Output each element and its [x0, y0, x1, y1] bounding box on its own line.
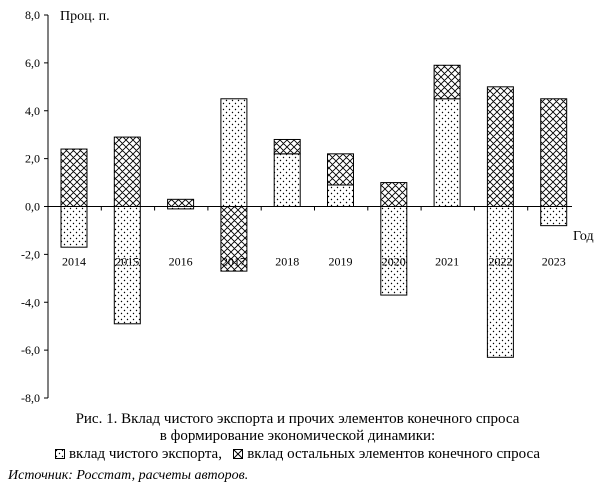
- y-tick-label: 4,0: [25, 103, 40, 118]
- x-tick-label-2015: 2015: [115, 254, 140, 269]
- x-axis-label: Год: [573, 229, 594, 244]
- bar-other-demand-2022: [487, 87, 513, 207]
- bar-other-demand-2016: [168, 199, 194, 206]
- bar-net-export-2017: [221, 99, 247, 207]
- y-tick-label: -8,0: [21, 391, 40, 405]
- y-tick-label: 6,0: [25, 55, 40, 70]
- y-axis-label: Проц. п.: [60, 9, 110, 24]
- legend-separator: ,: [218, 446, 222, 462]
- y-tick-label: 8,0: [25, 8, 40, 22]
- x-tick-label-2022: 2022: [488, 254, 513, 269]
- legend-item-net-export: [55, 446, 222, 462]
- bar-other-demand-2015: [114, 137, 140, 206]
- x-tick-label-2018: 2018: [275, 254, 300, 269]
- bar-net-export-2021: [434, 99, 460, 207]
- figure-caption-line-1: Рис. 1. Вклад чистого экспорта и прочих элементов конечного спроса: [75, 411, 520, 427]
- dots-swatch-icon: [55, 449, 65, 459]
- y-tick-label: -2,0: [21, 247, 40, 262]
- x-tick-label-2016: 2016: [168, 254, 193, 269]
- bar-net-export-2018: [274, 154, 300, 207]
- y-tick-label: 0,0: [25, 199, 40, 214]
- y-tick-label: -4,0: [21, 295, 40, 310]
- x-tick-label-2020: 2020: [381, 254, 406, 269]
- x-tick-label-2023: 2023: [541, 254, 566, 269]
- bar-net-export-2020: [381, 207, 407, 296]
- figure-caption-line-2: в формирование экономической динамики:: [159, 428, 436, 444]
- x-tick-label-2021: 2021: [435, 254, 460, 269]
- bar-other-demand-2019: [328, 154, 354, 185]
- x-tick-label-2014: 2014: [62, 254, 86, 269]
- legend-label-other-demand: вклад остальных элементов конечного спроса: [247, 446, 541, 462]
- bar-other-demand-2018: [274, 139, 300, 153]
- legend-label-net-export: вклад чистого экспорта: [68, 446, 219, 462]
- bar-other-demand-2023: [541, 99, 567, 207]
- x-tick-label-2017: 2017: [221, 254, 246, 269]
- bar-other-demand-2021: [434, 65, 460, 99]
- bar-net-export-2019: [328, 185, 354, 207]
- legend: [0, 446, 595, 463]
- source-note: Источник: Росстат, расчеты авторов.: [8, 468, 249, 483]
- bars: [61, 65, 567, 357]
- bar-net-export-2022: [487, 207, 513, 358]
- y-tick-label: -6,0: [21, 343, 40, 358]
- bar-net-export-2014: [61, 207, 87, 248]
- x-tick-label-2019: 2019: [328, 254, 353, 269]
- legend-item-other-demand: [233, 446, 540, 462]
- y-tick-label: 2,0: [25, 151, 40, 166]
- bar-other-demand-2014: [61, 149, 87, 206]
- bar-net-export-2023: [541, 207, 567, 226]
- bar-other-demand-2020: [381, 183, 407, 207]
- crosshatch-swatch-icon: [233, 449, 243, 459]
